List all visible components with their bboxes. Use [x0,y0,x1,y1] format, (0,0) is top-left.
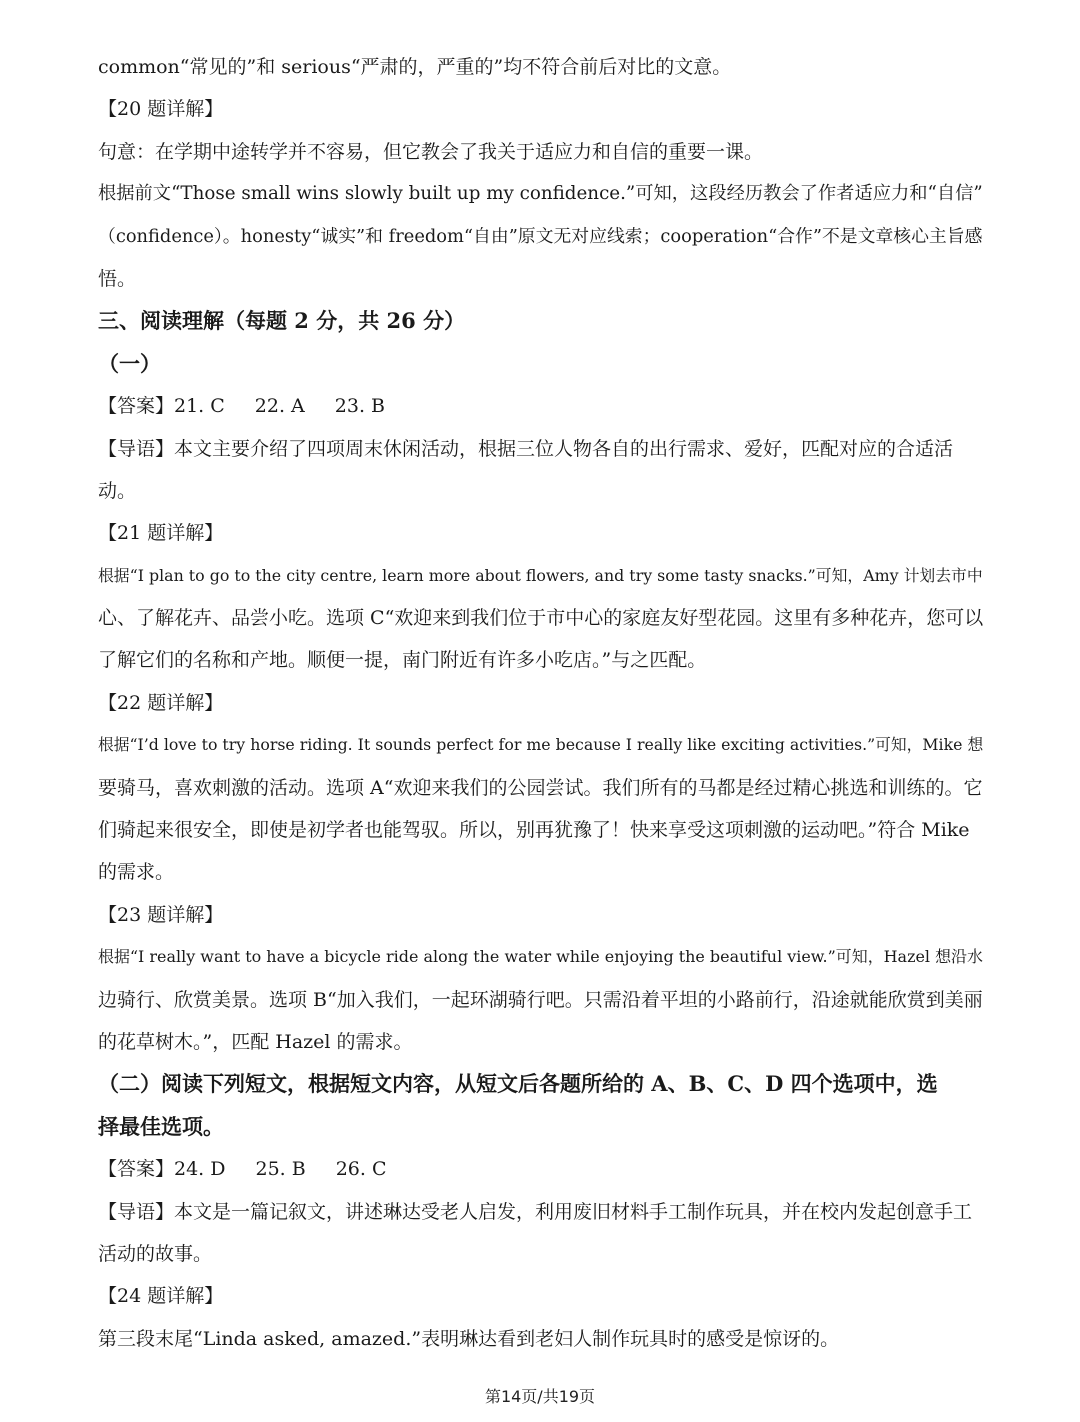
answer-21: 【答案】21. C [98,395,225,418]
answer-25: 25. B [255,1158,306,1181]
text-line: 的花草树木。”，匹配 Hazel 的需求。 [98,1030,413,1053]
text-line: 根据“I plan to go to the city centre, learn more about flowers, and try some tasty snacks.”可知，Amy 计划去市中 [98,565,983,585]
answer-24: 【答案】24. D [98,1158,226,1181]
text-line: 句意：在学期中途转学并不容易，但它教会了我关于适应力和自信的重要一课。 [98,140,764,163]
section-heading-q24: 【24 题详解】 [98,1285,224,1308]
text-line: 的需求。 [98,861,175,884]
page-number: 第14页/共19页 [484,1387,596,1406]
sub-heading-two: （二）阅读下列短文，根据短文内容，从短文后各题所给的 A、B、C、D 四个选项中，选 [98,1071,938,1097]
answer-23: 23. B [334,395,385,418]
text-line: 心、了解花卉、品尝小吃。选项 C“欢迎来到我们位于市中心的家庭友好型花园。这里有多种花卉，您可以 [98,607,984,630]
text-line: 根据前文“Those small wins slowly built up my confidence.”可知，这段经历教会了作者适应力和“自信” [98,183,983,205]
sub-heading-one: （一） [98,350,161,376]
text-line: 悟。 [98,267,137,290]
section-heading-q20: 【20 题详解】 [98,98,224,121]
text-line: 【导语】本文是一篇记叙文，讲述琳达受老人启发，利用废旧材料手工制作玩具，并在校内发起创意手工 [98,1200,973,1223]
text-line: 根据“I’d love to try horse riding. It sounds perfect for me because I really like exciting activities.”可知，Mike 想 [98,735,984,755]
section-heading-q23: 【23 题详解】 [98,903,224,926]
text-line: 第三段末尾“Linda asked, amazed.”表明琳达看到老妇人制作玩具时的感受是惊讶的。 [98,1327,840,1350]
part-heading-reading: 三、阅读理解（每题 2 分，共 26 分） [98,308,466,334]
answer-line-2 [98,1148,988,1190]
text-line: common“常见的”和 serious“严肃的，严重的”均不符合前后对比的文意。 [98,56,732,78]
answer-22: 22. A [254,395,305,418]
text-line: 边骑行、欣赏美景。选项 B“加入我们，一起环湖骑行吧。只需沿着平坦的小路前行，沿途就能欣赏到美丽 [98,988,983,1011]
answer-line-1 [98,385,988,427]
text-line: 动。 [98,479,137,502]
sub-heading-two-cont: 择最佳选项。 [98,1113,224,1139]
text-line: 要骑马，喜欢刺激的活动。选项 A“欢迎来我们的公园尝试。我们所有的马都是经过精心挑选和训练的。它 [98,776,983,799]
answer-26: 26. C [335,1158,387,1181]
section-heading-q22: 【22 题详解】 [98,691,224,714]
text-line: 活动的故事。 [98,1242,213,1265]
text-line: 【导语】本文主要介绍了四项周末休闲活动，根据三位人物各自的出行需求、爱好，匹配对应的合适活 [98,437,954,460]
text-line: 们骑起来很安全，即使是初学者也能驾驭。所以，别再犹豫了！快来享受这项刺激的运动吧。”符合 Mike [98,819,970,842]
text-line: 了解它们的名称和产地。顺便一提，南门附近有许多小吃店。”与之匹配。 [98,649,707,672]
document-page [98,46,988,1360]
text-line: 根据“I really want to have a bicycle ride along the water while enjoying the beautiful view.”可知，Hazel 想沿水 [98,947,983,967]
section-heading-q21: 【21 题详解】 [98,522,224,545]
text-line: （confidence）。honesty“诚实”和 freedom“自由”原文无对应线索；cooperation“合作”不是文章核心主旨感 [98,225,983,247]
